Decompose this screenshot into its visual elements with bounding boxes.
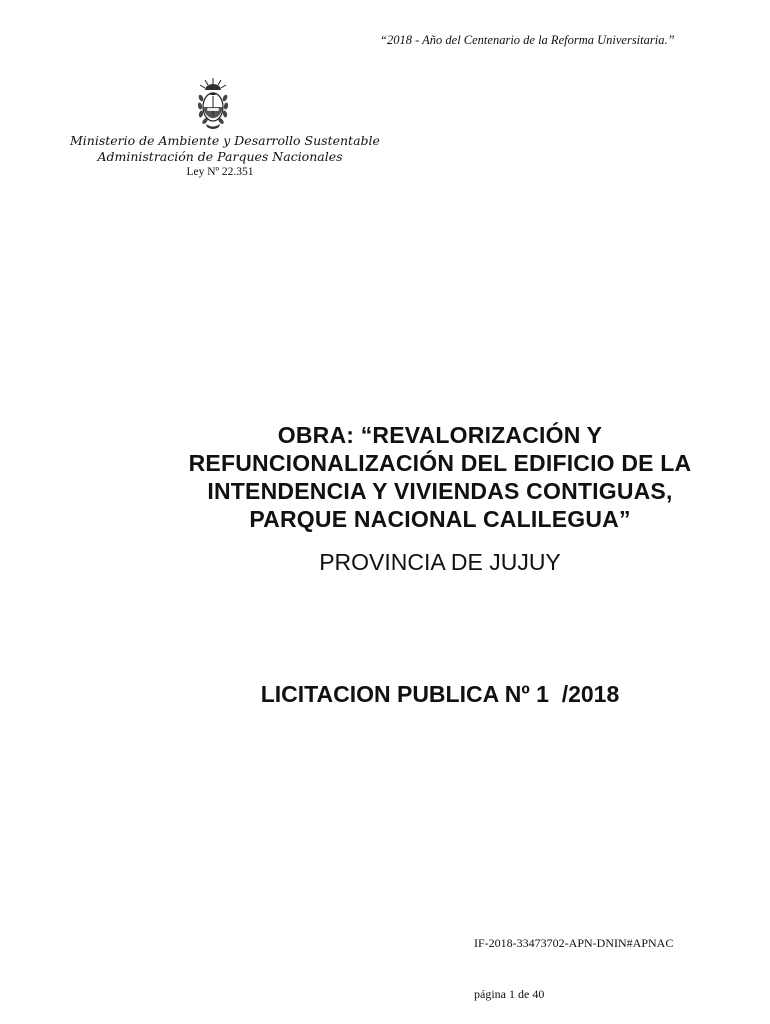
ministry-name: Ministerio de Ambiente y Desarrollo Sustentable xyxy=(70,133,380,148)
agency-name: Administración de Parques Nacionales xyxy=(97,149,343,164)
page-number: página 1 de 40 xyxy=(474,987,545,1001)
letterhead xyxy=(70,133,380,180)
province-name: PROVINCIA DE JUJUY xyxy=(319,549,561,575)
year-motto: “2018 - Año del Centenario de la Reforma Universitaria.” xyxy=(380,33,675,47)
document-id: IF-2018-33473702-APN-DNIN#APNAC xyxy=(474,936,674,950)
work-title-line-4: PARQUE NACIONAL CALILEGUA” xyxy=(249,506,631,532)
title-block xyxy=(120,421,760,576)
argentina-coat-of-arms-icon xyxy=(196,76,230,134)
law-reference: Ley Nº 22.351 xyxy=(186,166,254,178)
tender-number: LICITACION PUBLICA Nº 1 /2018 xyxy=(260,681,620,707)
work-title-line-3: INTENDENCIA Y VIVIENDAS CONTIGUAS, xyxy=(207,478,673,504)
work-title-line-1: OBRA: “REVALORIZACIÓN Y xyxy=(277,422,603,448)
work-title-line-2: REFUNCIONALIZACIÓN DEL EDIFICIO DE LA xyxy=(188,450,692,476)
